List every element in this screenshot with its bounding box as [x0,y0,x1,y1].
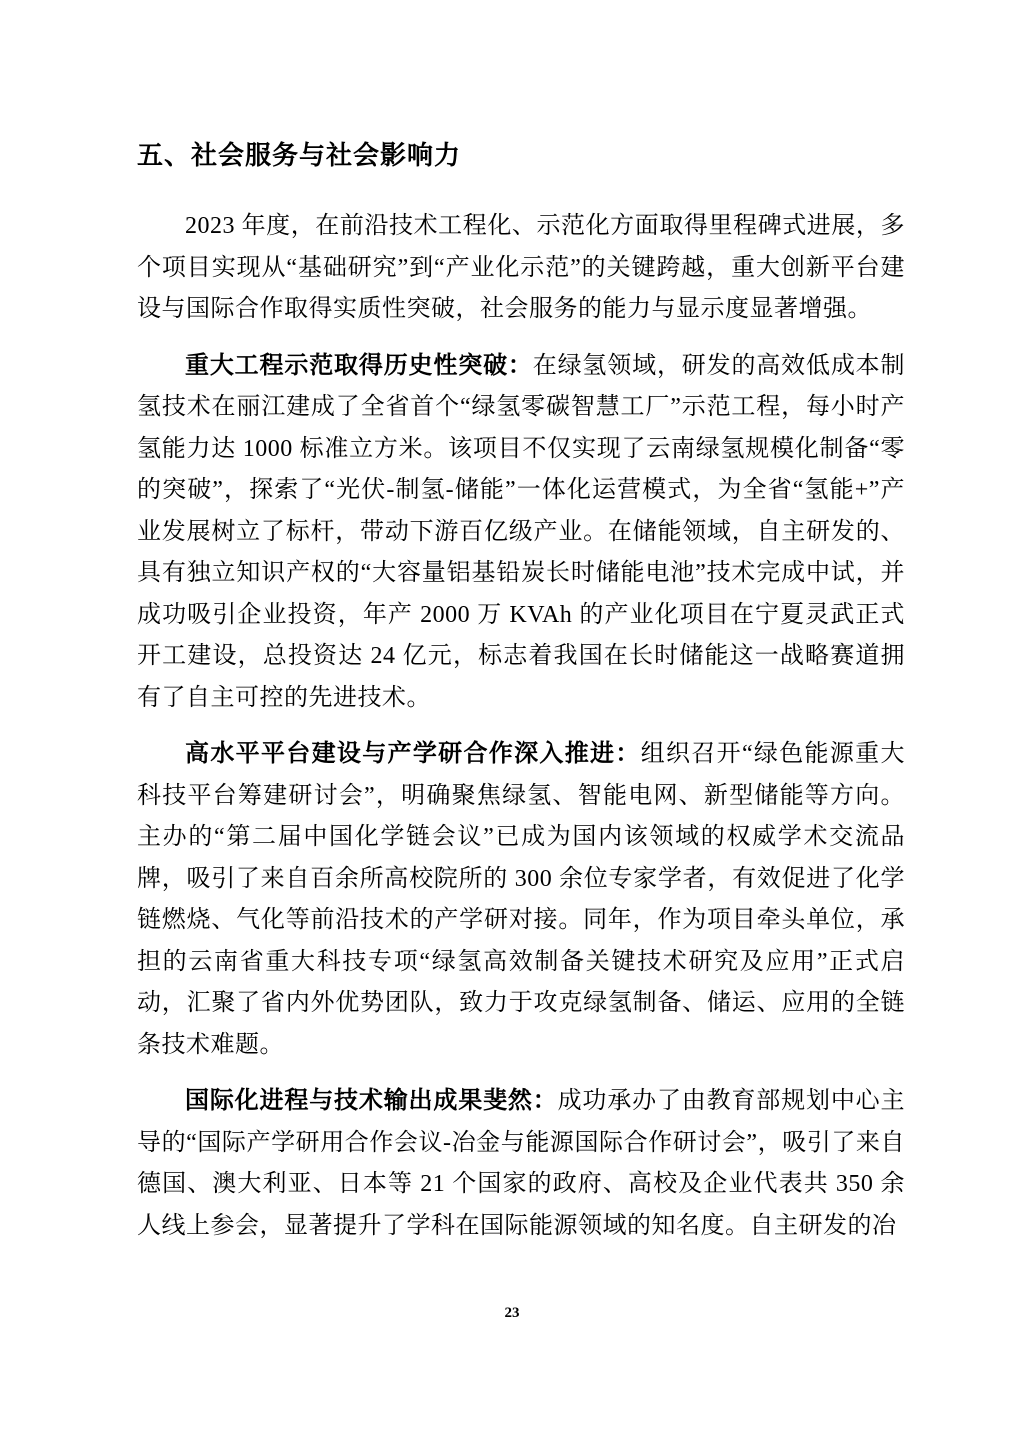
paragraph [137,206,905,331]
paragraph [137,346,905,720]
paragraph-text: 组织召开“绿色能源重大科技平台筹建研讨会”，明确聚焦绿氢、智能电网、新型储能等方向。主办的“第二届中国化学链会议”已成为国内该领域的权威学术交流品牌，吸引了来自百余所高校院所的 300 余位专家学者，有效促进了化学链燃烧、气化等前沿技术的产学研对接。同年，作为项目牵头单位，承担的云南省重大科技专项“绿氢高效制备关键技术研究及应用”正式启动，汇聚了省内外优势团队，致力于攻克绿氢制备、储运、应用的全链条技术难题。 [137,741,905,1058]
section-heading: 五、社会服务与社会影响力 [137,141,462,170]
paragraph-lead: 高水平平台建设与产学研合作深入推进： [185,741,641,767]
paragraph-lead: 国际化进程与技术输出成果斐然： [185,1088,558,1114]
paragraph-text: 2023 年度，在前沿技术工程化、示范化方面取得里程碑式进展，多个项目实现从“基础研究”到“产业化示范”的关键跨越，重大创新平台建设与国际合作取得实质性突破，社会服务的能力与显示度显著增强。 [137,213,905,322]
page-footer [0,1304,1024,1322]
paragraph-text: 成功承办了由教育部规划中心主导的“国际产学研用合作会议-冶金与能源国际合作研讨会”，吸引了来自德国、澳大利亚、日本等 21 个国家的政府、高校及企业代表共 350 余人线上参会，显著提升了学科在国际能源领域的知名度。自主研发的冶 [137,1088,906,1239]
paragraph [137,734,905,1066]
paragraph-lead: 重大工程示范取得历史性突破： [185,352,533,379]
paragraph [137,1081,905,1247]
paragraph-text: 在绿氢领域，研发的高效低成本制氢技术在丽江建成了全省首个“绿氢零碳智慧工厂”示范工程，每小时产氢能力达 1000 标准立方米。该项目不仅实现了云南绿氢规模化制备“零的突破”，探索了“光伏-制氢-储能”一体化运营模式，为全省“氢能+”产业发展树立了标杆，带动下游百亿级产业。在储能领域，自主研发的、具有独立知识产权的“大容量铝基铅炭长时储能电池”技术完成中试，并成功吸引企业投资，年产 2000 万 KVAh 的产业化项目在宁夏灵武正式开工建设，总投资达 24 亿元，标志着我国在长时储能这一战略赛道拥有了自主可控的先进技术。 [137,352,905,711]
page-number: 23 [504,1305,520,1321]
